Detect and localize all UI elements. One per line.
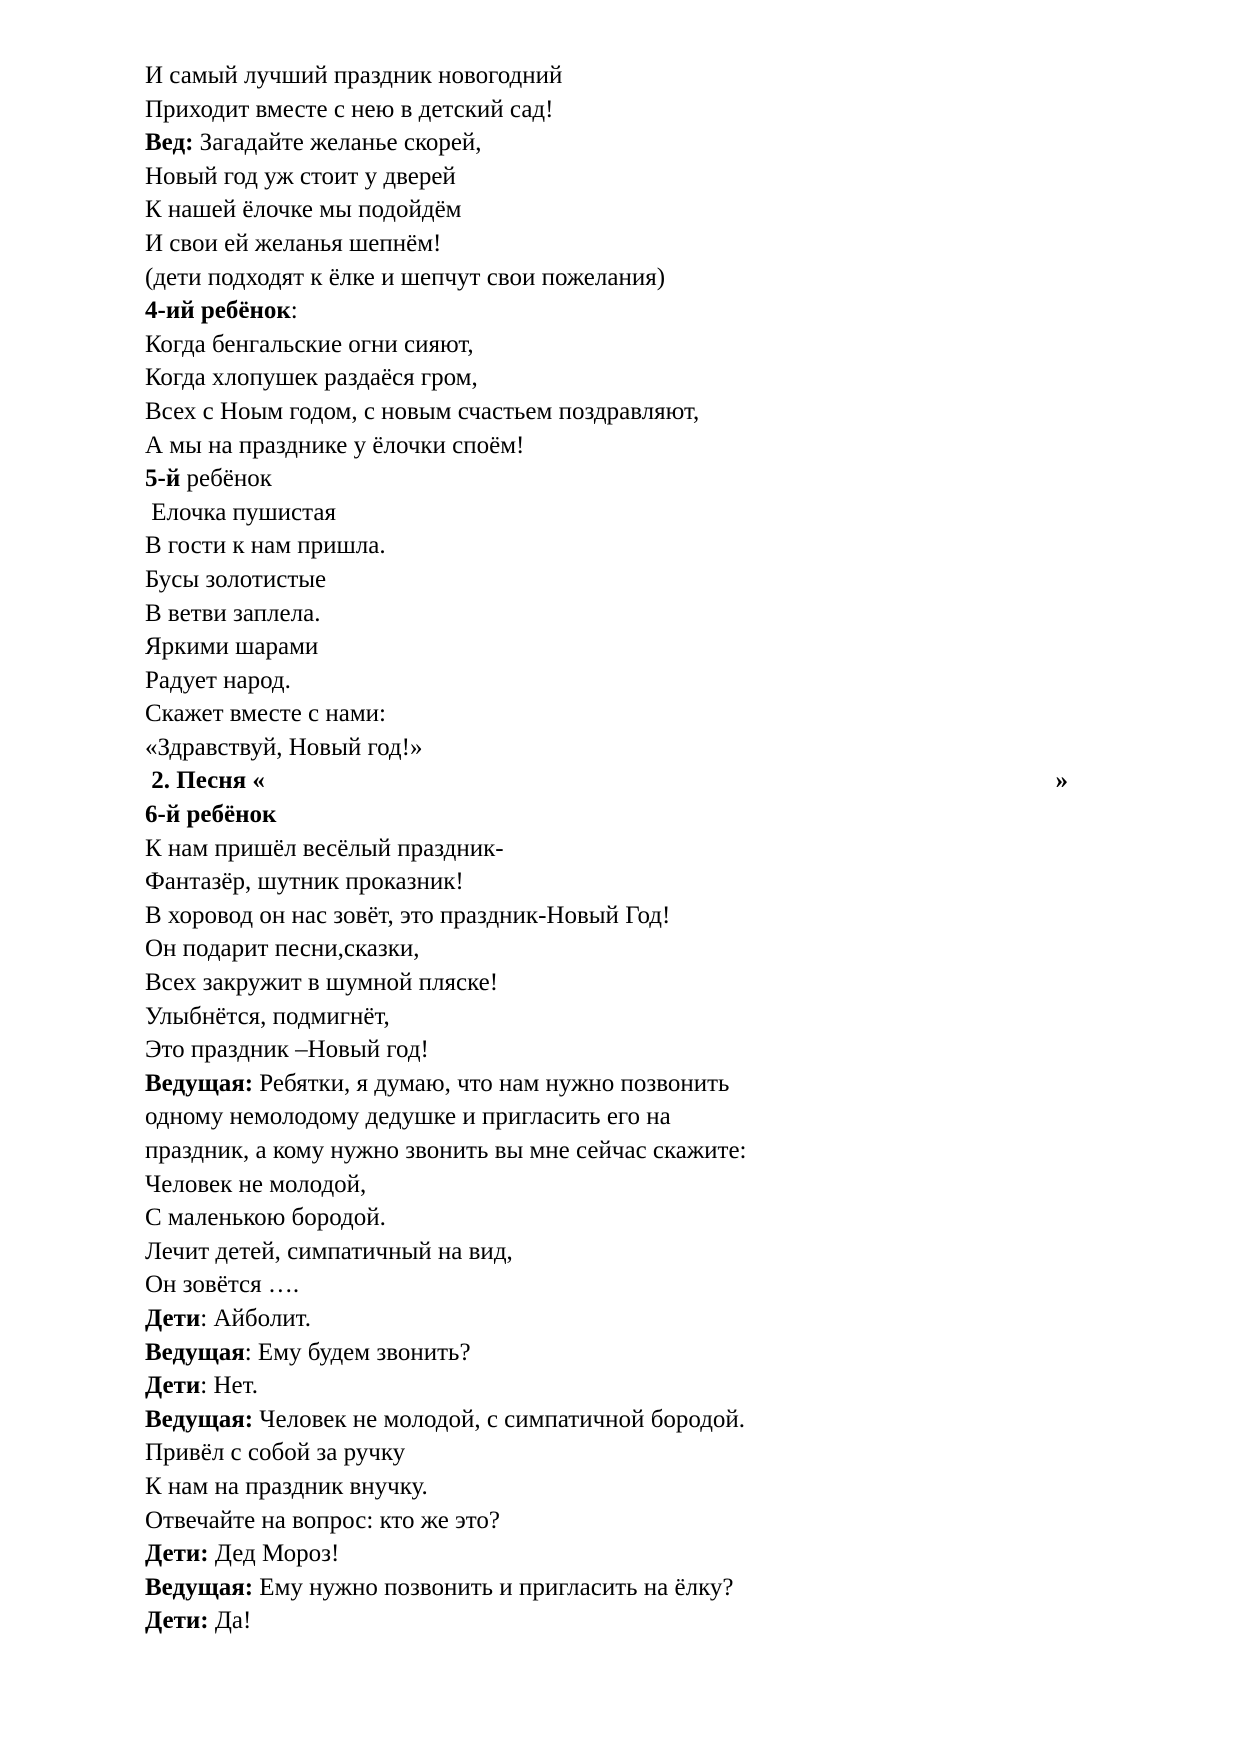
text-line <box>145 1100 1095 1134</box>
text-line <box>145 395 1095 429</box>
line-text: Елочка пушистая <box>145 498 336 526</box>
speaker-label: Ведущая: <box>145 1069 254 1097</box>
text-line <box>145 1336 1095 1370</box>
line-text: праздник, а кому нужно звонить вы мне сейчас скажите: <box>145 1137 747 1164</box>
line-text: Улыбнётся, подмигнёт, <box>145 1002 390 1030</box>
text-line <box>145 93 1095 127</box>
line-text: ребёнок <box>180 465 272 493</box>
line-text: В ветви заплела. <box>145 599 321 627</box>
speaker-label: Ведущая: <box>145 1573 254 1601</box>
closing-guillemet: » <box>1055 767 1068 795</box>
line-text: Он подарит песни,сказки, <box>145 935 420 963</box>
text-line <box>145 932 1095 966</box>
line-text: И самый лучший праздник новогодний <box>145 62 563 89</box>
text-line <box>145 1403 1095 1437</box>
speaker-label: Дети <box>145 1304 201 1332</box>
line-text: К нам пришёл весёлый праздник- <box>145 834 504 862</box>
text-line <box>145 1470 1095 1504</box>
line-text: Лечит детей, симпатичный на вид, <box>145 1237 513 1265</box>
text-line <box>145 697 1095 731</box>
line-text: Человек не молодой, <box>145 1170 367 1198</box>
speaker-label: Дети: <box>145 1540 209 1568</box>
text-line <box>145 798 1095 832</box>
line-text: Ему нужно позвонить и пригласить на ёлку? <box>253 1573 734 1601</box>
text-line <box>145 462 1095 496</box>
line-text: Ребятки, я думаю, что нам нужно позвонить <box>253 1069 730 1097</box>
text-line <box>145 1067 1095 1101</box>
line-text: Бусы золотистые <box>145 565 327 593</box>
line-text: Когда бенгальские огни сияют, <box>145 330 474 358</box>
text-line <box>145 126 1095 160</box>
line-text: Привёл с собой за ручку <box>145 1439 406 1467</box>
line-text: Приходит вместе с нею в детский сад! <box>145 95 554 123</box>
line-text: (дети подходят к ёлке и шепчут свои пожелания) <box>145 263 666 291</box>
line-text: Загадайте желанье скорей, <box>193 129 482 157</box>
text-line <box>145 563 1095 597</box>
text-line <box>145 832 1095 866</box>
line-text: : Ему будем звонить? <box>244 1338 471 1366</box>
line-text: Человек не молодой, с симпатичной бородой. <box>253 1405 746 1433</box>
text-line <box>145 630 1095 664</box>
line-text: Радует народ. <box>145 666 291 694</box>
line-text: Всех с Ноым годом, с новым счастьем поздравляют, <box>145 397 700 425</box>
text-line <box>145 1436 1095 1470</box>
line-text: Когда хлопушек раздаёся гром, <box>145 364 478 392</box>
text-line <box>145 261 1095 295</box>
line-text: Скажет вместе с нами: <box>145 700 387 728</box>
speaker-label: Дети: <box>145 1607 209 1635</box>
line-text: Всех закружит в шумной пляске! <box>145 969 499 997</box>
text-line <box>145 764 1095 798</box>
speaker-label: Ведущая <box>145 1338 245 1366</box>
text-line <box>145 1369 1095 1403</box>
line-text: Дед Мороз! <box>208 1540 340 1568</box>
speaker-label: 6-й ребёнок <box>145 801 277 829</box>
line-text: Фантазёр, шутник проказник! <box>145 868 464 896</box>
text-line <box>145 227 1095 261</box>
text-line <box>145 361 1095 395</box>
text-line <box>145 1604 1095 1638</box>
speaker-label: Дети <box>145 1372 201 1400</box>
line-text: Да! <box>208 1607 252 1635</box>
text-line <box>145 1235 1095 1269</box>
line-text: Новый год уж стоит у дверей <box>145 162 456 190</box>
text-line <box>145 1168 1095 1202</box>
text-line <box>145 966 1095 1000</box>
line-text: Это праздник –Новый год! <box>145 1036 429 1064</box>
document-body <box>145 59 1095 1638</box>
speaker-label: Вед: <box>145 129 194 157</box>
line-text: Он зовётся …. <box>145 1271 300 1299</box>
speaker-label: 5-й <box>145 465 181 493</box>
text-line <box>145 496 1095 530</box>
text-line <box>145 899 1095 933</box>
line-text: : Айболит. <box>200 1304 311 1332</box>
text-line <box>145 1504 1095 1538</box>
text-line <box>145 597 1095 631</box>
speaker-label: Ведущая: <box>145 1405 254 1433</box>
line-text: : Нет. <box>200 1372 258 1400</box>
line-text: А мы на празднике у ёлочки споём! <box>145 431 525 459</box>
text-line <box>145 328 1095 362</box>
line-text: С маленькою бородой. <box>145 1204 386 1232</box>
line-text: одному немолодому дедушке и пригласить его на <box>145 1103 671 1131</box>
speaker-label: 2. Песня « <box>145 767 265 795</box>
text-line <box>145 429 1095 463</box>
line-text: В гости к нам пришла. <box>145 532 386 560</box>
text-line <box>145 193 1095 227</box>
text-line <box>145 1571 1095 1605</box>
text-line <box>145 1302 1095 1336</box>
line-text: Яркими шарами <box>145 633 319 661</box>
line-text: К нам на праздник внучку. <box>145 1472 428 1500</box>
text-line <box>145 865 1095 899</box>
text-line <box>145 1537 1095 1571</box>
text-line <box>145 1268 1095 1302</box>
line-text: «Здравствуй, Новый год!» <box>145 733 423 761</box>
text-line <box>145 160 1095 194</box>
text-line <box>145 529 1095 563</box>
text-line <box>145 731 1095 765</box>
line-text: В хоровод он нас зовёт, это праздник-Новый Год! <box>145 901 671 929</box>
text-line <box>145 59 1095 93</box>
line-text: : <box>290 297 298 325</box>
text-line <box>145 1000 1095 1034</box>
text-line <box>145 1033 1095 1067</box>
text-line <box>145 294 1095 328</box>
line-text: И свои ей желанья шепнём! <box>145 229 442 257</box>
text-line <box>145 1201 1095 1235</box>
line-text: К нашей ёлочке мы подойдём <box>145 196 462 224</box>
line-text: Отвечайте на вопрос: кто же это? <box>145 1506 500 1534</box>
text-line <box>145 1134 1095 1168</box>
text-line <box>145 664 1095 698</box>
speaker-label: 4-ий ребёнок <box>145 297 291 325</box>
